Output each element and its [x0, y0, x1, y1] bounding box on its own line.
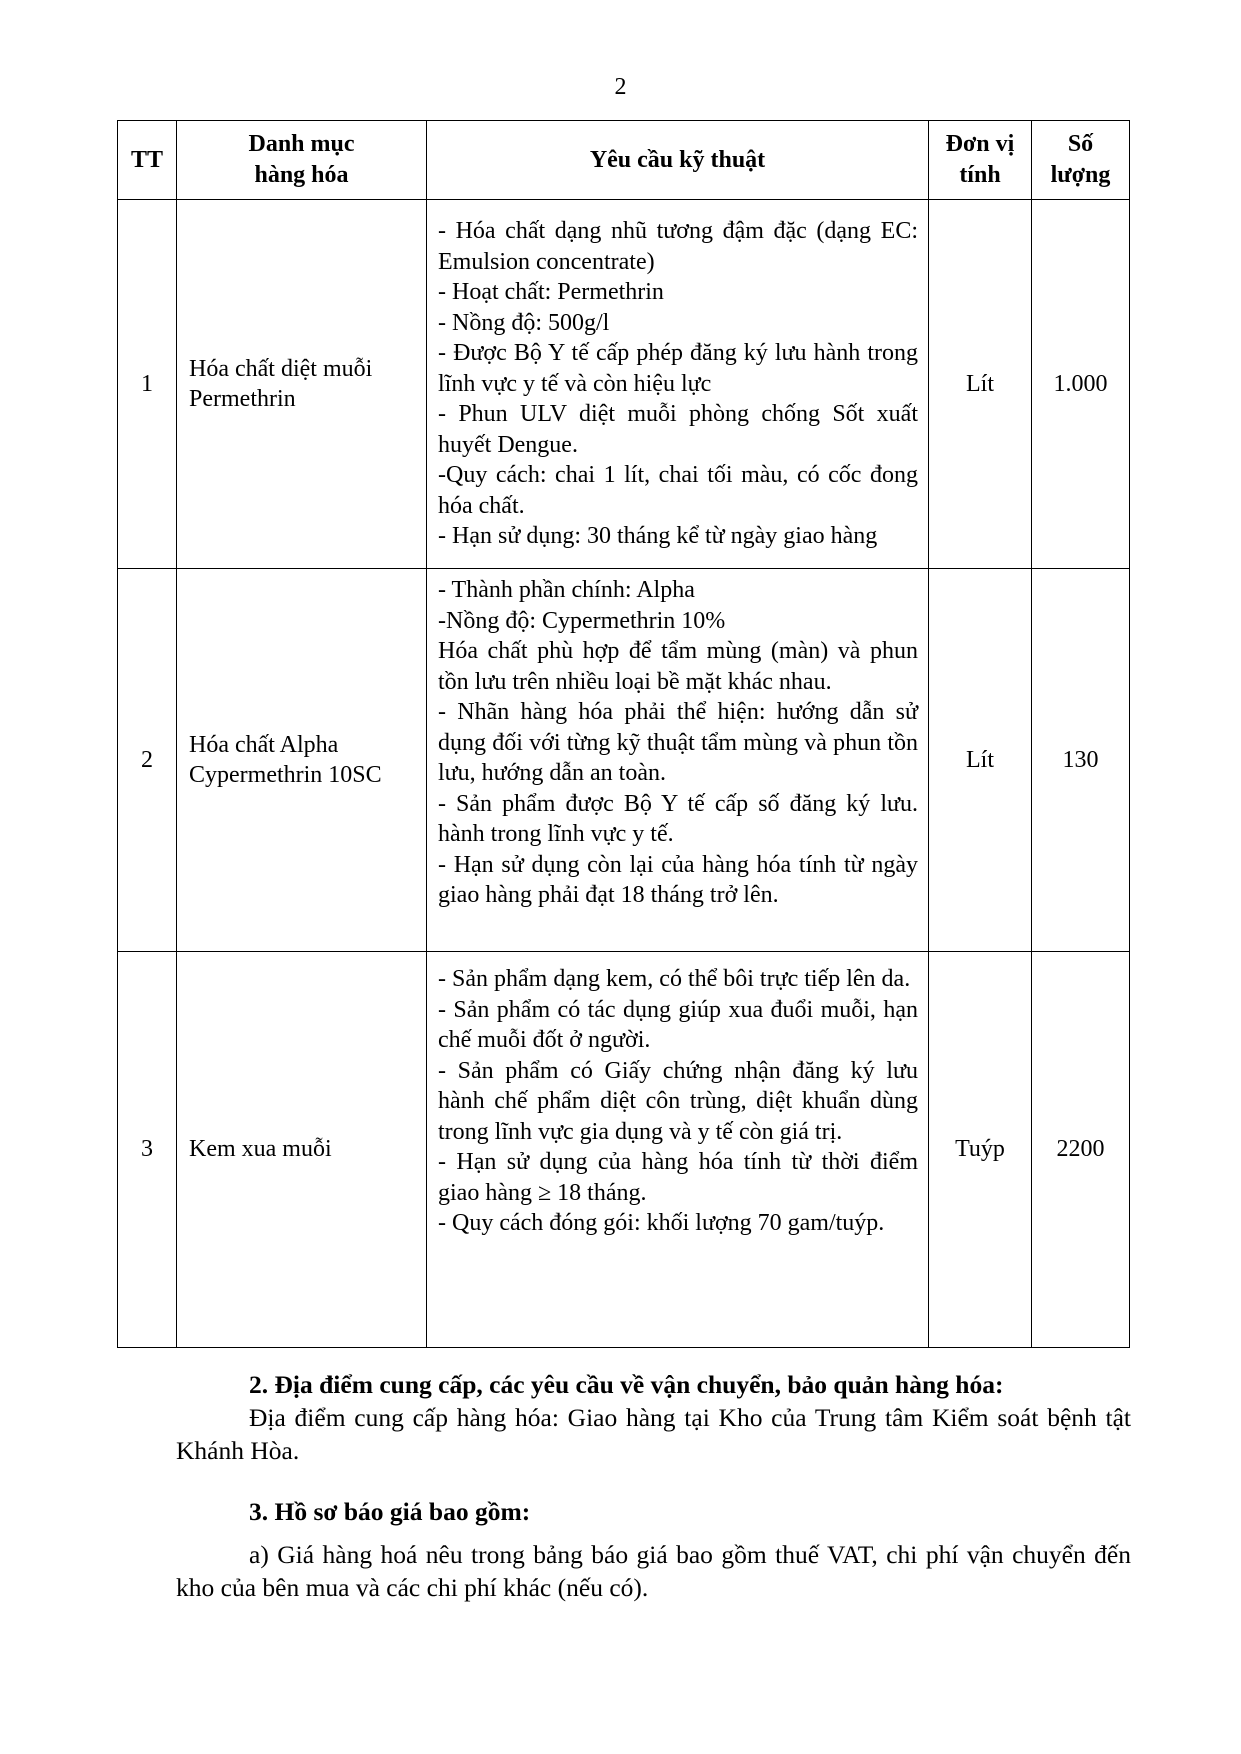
- row-tt: 2: [118, 569, 177, 952]
- header-unit: [929, 121, 1032, 200]
- goods-table: [117, 120, 1130, 1348]
- row-goods-name: [177, 200, 427, 569]
- spec-line: - Hạn sử dụng của hàng hóa tính từ thời điểm giao hàng ≥ 18 tháng.: [438, 1149, 918, 1206]
- spec-line: - Hoạt chất: Permethrin: [438, 279, 664, 305]
- row-tt: 1: [118, 200, 177, 569]
- spec-line: -Quy cách: chai 1 lít, chai tối màu, có cốc đong hóa chất.: [438, 462, 918, 519]
- table-row: [118, 200, 1130, 569]
- header-spec: Yêu cầu kỹ thuật: [427, 121, 929, 200]
- spec-line: - Thành phần chính: Alpha: [438, 577, 695, 603]
- section-2: [176, 1368, 1131, 1467]
- row-spec: [427, 952, 929, 1348]
- goods-name-line1: Hóa chất diệt muỗi: [189, 355, 373, 382]
- spec-line: - Được Bộ Y tế cấp phép đăng ký lưu hành trong lĩnh vực y tế và còn hiệu lực: [438, 340, 918, 397]
- spec-line: - Sản phẩm được Bộ Y tế cấp số đăng ký lưu. hành trong lĩnh vực y tế.: [438, 790, 918, 847]
- row-unit: Tuýp: [929, 952, 1032, 1348]
- table-header-row: [118, 121, 1130, 200]
- spec-line: - Phun ULV diệt muỗi phòng chống Sốt xuất huyết Dengue.: [438, 401, 918, 458]
- header-goods-name-line2: hàng hóa: [254, 162, 349, 188]
- section-3-heading: 3. Hồ sơ báo giá bao gồm:: [249, 1497, 531, 1526]
- table-row: [118, 569, 1130, 952]
- row-unit: Lít: [929, 200, 1032, 569]
- header-goods-name: [177, 121, 427, 200]
- row-unit: Lít: [929, 569, 1032, 952]
- spec-line: - Sản phẩm có Giấy chứng nhận đăng ký lưu hành chế phẩm diệt côn trùng, diệt khuẩn dùng trong lĩnh vực gia dụng và y tế còn giá trị.: [438, 1057, 918, 1145]
- spec-line: - Nồng độ: 500g/l: [438, 309, 610, 336]
- row-tt: 3: [118, 952, 177, 1348]
- row-spec: [427, 569, 929, 952]
- row-goods-name: [177, 952, 427, 1348]
- header-unit-line2: tính: [959, 162, 1001, 188]
- page-number: 2: [614, 74, 627, 100]
- section-2-heading: 2. Địa điểm cung cấp, các yêu cầu về vận chuyển, bảo quản hàng hóa:: [249, 1370, 1004, 1399]
- section-3: [176, 1495, 1131, 1604]
- goods-name-line2: Permethrin: [189, 386, 296, 412]
- goods-name-line1: Kem xua muỗi: [189, 1136, 332, 1163]
- header-qty: [1032, 121, 1130, 200]
- spec-line: - Quy cách đóng gói: khối lượng 70 gam/tuýp.: [438, 1210, 885, 1236]
- table-row: [118, 952, 1130, 1348]
- header-tt: TT: [118, 121, 177, 200]
- spec-line: Hóa chất phù hợp để tẩm mùng (màn) và phun tồn lưu trên nhiều loại bề mặt khác nhau.: [438, 638, 918, 695]
- row-qty: 2200: [1032, 952, 1130, 1348]
- header-qty-line2: lượng: [1050, 162, 1111, 188]
- header-goods-name-line1: Danh mục: [248, 131, 355, 157]
- row-qty: 130: [1032, 569, 1130, 952]
- spec-line: - Hạn sử dụng còn lại của hàng hóa tính từ ngày giao hàng phải đạt 18 tháng trở lên.: [438, 851, 918, 908]
- goods-name-line1: Hóa chất Alpha: [189, 731, 339, 758]
- header-qty-line1: Số: [1067, 131, 1094, 157]
- spec-line: - Sản phẩm dạng kem, có thể bôi trực tiếp lên da.: [438, 966, 911, 992]
- spec-line: - Hạn sử dụng: 30 tháng kể từ ngày giao hàng: [438, 523, 878, 549]
- header-unit-line1: Đơn vị: [945, 131, 1015, 157]
- row-qty: 1.000: [1032, 200, 1130, 569]
- goods-name-line2: Cypermethrin 10SC: [189, 762, 382, 788]
- row-spec: [427, 200, 929, 569]
- row-goods-name: [177, 569, 427, 952]
- spec-line: - Sản phẩm có tác dụng giúp xua đuổi muỗi, hạn chế muỗi đốt ở người.: [438, 996, 918, 1053]
- section-3-text: a) Giá hàng hoá nêu trong bảng báo giá bao gồm thuế VAT, chi phí vận chuyển đến kho của bên mua và các chi phí khác (nếu có).: [176, 1540, 1131, 1602]
- spec-line: - Nhãn hàng hóa phải thể hiện: hướng dẫn sử dụng đối với từng kỹ thuật tẩm mùng và phun tồn lưu, hướng dẫn an toàn.: [438, 699, 918, 786]
- spec-line: - Hóa chất dạng nhũ tương đậm đặc (dạng EC: Emulsion concentrate): [438, 218, 918, 275]
- section-2-text: Địa điểm cung cấp hàng hóa: Giao hàng tại Kho của Trung tâm Kiểm soát bệnh tật Khánh Hòa.: [176, 1403, 1131, 1465]
- spec-line: -Nồng độ: Cypermethrin 10%: [438, 607, 726, 634]
